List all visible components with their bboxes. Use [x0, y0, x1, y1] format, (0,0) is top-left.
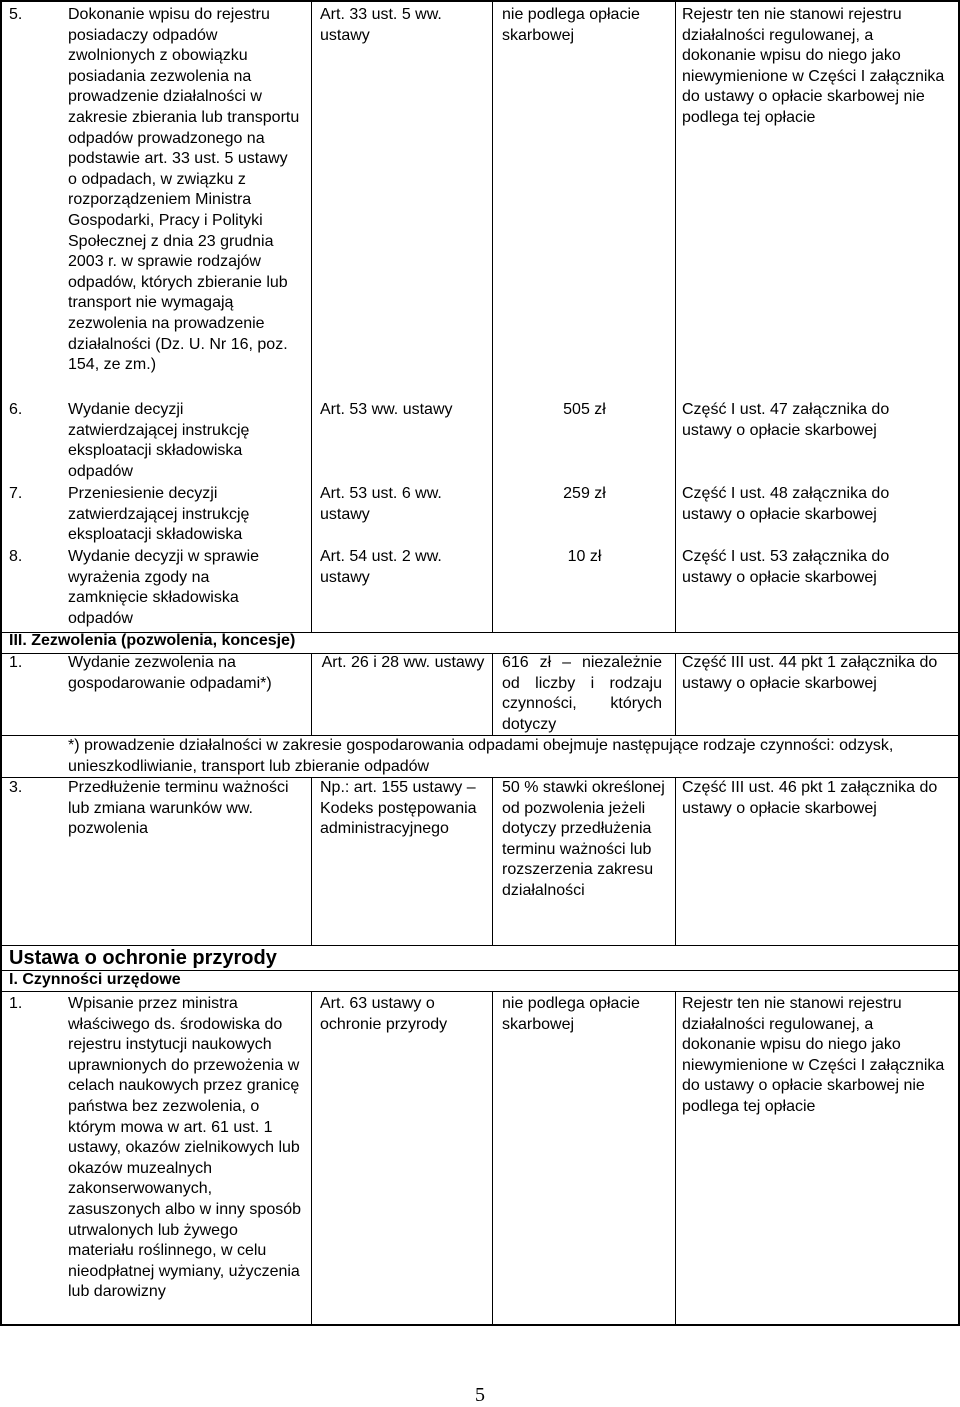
col-sep-1d	[311, 991, 312, 1325]
col-sep-3	[675, 0, 676, 633]
col-sep-2b	[492, 653, 493, 735]
row-3-1-legal-basis: Art. 26 i 28 ww. ustawy	[321, 654, 485, 671]
table-border-top	[0, 0, 960, 2]
col-sep-1	[311, 0, 312, 633]
row-7-legal-basis: Art. 53 ust. 6 ww. ustawy	[320, 485, 442, 523]
act-title: Ustawa o ochronie przyrody	[9, 947, 277, 969]
row-6-legal-basis: Art. 53 ww. ustawy	[320, 401, 453, 418]
col-sep-3b	[675, 653, 676, 735]
col-sep-2	[492, 0, 493, 633]
row-5-legal-basis: Art. 33 ust. 5 ww. ustawy	[320, 6, 442, 44]
col-sep-3c	[675, 777, 676, 945]
row-5-note: Rejestr ten nie stanowi rejestru działalności regulowanej, a dokonanie wpisu do niego jako niewymienione w Części I załącznika do ustawy o opłacie skarbowej nie podlega tej opłacie	[682, 6, 945, 126]
row-p1-number: 1.	[9, 995, 23, 1012]
row-sep-rp1	[0, 991, 960, 992]
row-8-note: Część I ust. 53 załącznika do ustawy o opłacie skarbowej	[682, 548, 890, 586]
row-6-number: 6.	[9, 401, 23, 418]
row-7-note: Część I ust. 48 załącznika do ustawy o opłacie skarbowej	[682, 485, 890, 523]
row-8-number: 8.	[9, 548, 23, 565]
row-p1-description: Wpisanie przez ministra właściwego ds. środowiska do rejestru instytucji naukowych uprawnionych do przewożenia w celach naukowych przez granicę państwa bez zezwolenia, o którym mowa w art. 61 ust. 1 ustawy, okazów zielnikowych lub okazów muzealnych zakonserwowanych, zasuszonych albo w inny sposób utrwalonych lub żywego materiału roślinnego, w celu nieodpłatnej wymiany, użyczenia lub darowizny	[68, 995, 302, 1301]
row-p1-note: Rejestr ten nie stanowi rejestru działalności regulowanej, a dokonanie wpisu do niego jako niewymienione w Części I załącznika do ustawy o opłacie skarbowej nie podlega tej opłacie	[682, 995, 945, 1115]
table-border-bottom	[0, 1324, 960, 1326]
row-7-number: 7.	[9, 485, 23, 502]
section-3-heading: III. Zezwolenia (pozwolenia, koncesje)	[9, 632, 296, 649]
col-sep-1c	[311, 777, 312, 945]
row-8-legal-basis: Art. 54 ust. 2 ww. ustawy	[320, 548, 442, 586]
row-5-number: 5.	[9, 6, 23, 23]
row-3-1-number: 1.	[9, 654, 23, 671]
row-8-fee: 10 zł	[567, 548, 602, 565]
row-3-3-fee: 50 % stawki określonej od pozwolenia jeżeli dotyczy przedłużenia terminu ważności lub rozszerzenia zakresu działalności	[502, 779, 665, 899]
row-7-description: Przeniesienie decyzji zatwierdzającej instrukcję eksploatacji składowiska	[68, 485, 250, 544]
section-1-heading: I. Czynności urzędowe	[9, 971, 181, 988]
row-7-fee: 259 zł	[563, 485, 606, 502]
row-6-note: Część I ust. 47 załącznika do ustawy o opłacie skarbowej	[682, 401, 890, 439]
row-3-1-note: Część III ust. 44 pkt 1 załącznika do ustawy o opłacie skarbowej	[682, 654, 938, 692]
col-sep-1b	[311, 653, 312, 735]
row-5-fee: nie podlega opłacie skarbowej	[502, 6, 640, 44]
row-6-fee: 505 zł	[563, 401, 606, 418]
row-p1-legal-basis: Art. 63 ustawy o ochronie przyrody	[320, 995, 448, 1033]
table-border-left	[0, 0, 2, 1326]
row-3-1-description: Wydanie zezwolenia na gospodarowanie odpadami*)	[68, 654, 272, 692]
row-3-3-description: Przedłużenie terminu ważności lub zmiana warunków ww. pozwolenia	[68, 779, 289, 838]
col-sep-2d	[492, 991, 493, 1325]
row-3-3-note: Część III ust. 46 pkt 1 załącznika do ustawy o opłacie skarbowej	[682, 779, 938, 817]
row-3-3-number: 3.	[9, 779, 23, 796]
row-3-3-legal-basis: Np.: art. 155 ustawy – Kodeks postępowania administracyjnego	[320, 779, 477, 838]
row-8-description: Wydanie decyzji w sprawie wyrażenia zgody na zamknięcie składowiska odpadów	[68, 548, 260, 627]
row-5-description: Dokonanie wpisu do rejestru posiadaczy odpadów zwolnionych z obowiązku posiadania zezwolenia na prowadzenie działalności w zakresie zbierania lub transportu odpadów prowadzonego na podstawie art. 33 ust. 5 ustawy o odpadach, w związku z rozporządzeniem Ministra Gospodarki, Pracy i Polityki Społecznej z dnia 23 grudnia 2003 r. w sprawie rodzajów odpadów, których zbieranie lub transport nie wymagają zezwolenia na prowadzenie działalności (Dz. U. Nr 16, poz. 154, ze zm.)	[68, 6, 300, 374]
row-3-1-fee: 616 zł – niezależnie od liczby i rodzaju czynności, których dotyczy	[502, 654, 662, 733]
footnote: *) prowadzenie działalności w zakresie gospodarowania odpadami obejmuje następujące rodzaje czynności: odzysk, unieszkodliwianie, transport lub zbieranie odpadów	[68, 737, 894, 775]
col-sep-2c	[492, 777, 493, 945]
col-sep-3d	[675, 991, 676, 1325]
page-number: 5	[475, 1384, 485, 1406]
row-6-description: Wydanie decyzji zatwierdzającej instrukcję eksploatacji składowiska odpadów	[68, 401, 250, 480]
row-p1-fee: nie podlega opłacie skarbowej	[502, 995, 640, 1033]
